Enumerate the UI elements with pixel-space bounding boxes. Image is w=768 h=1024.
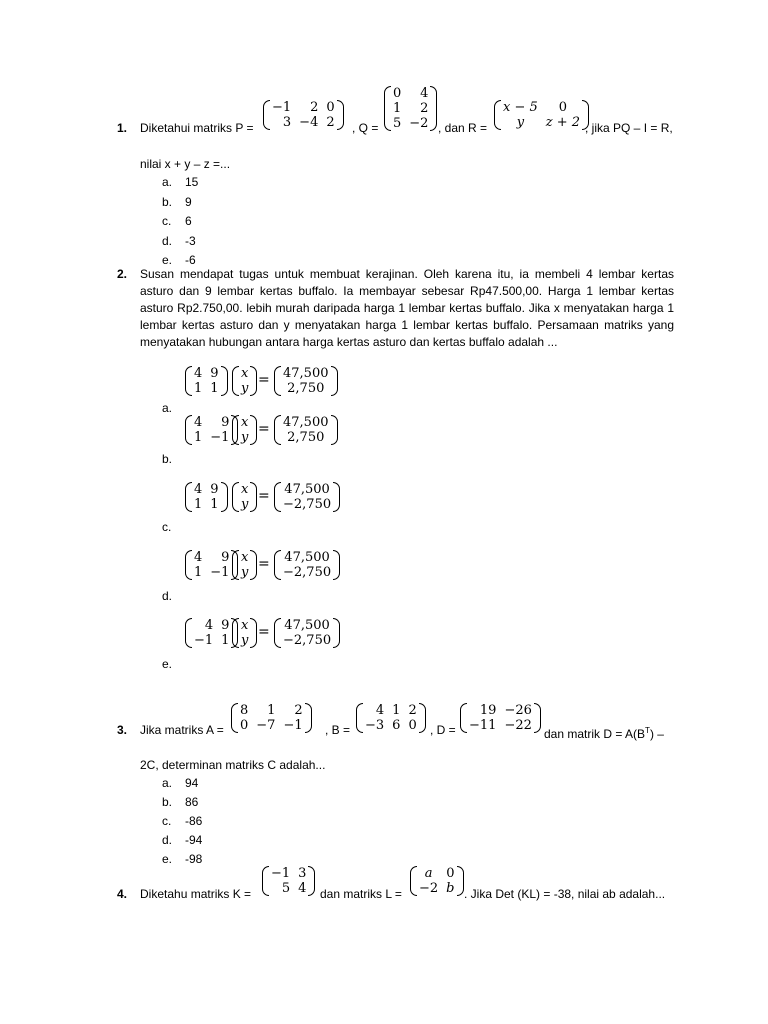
matrix-cell: x (241, 482, 249, 497)
left-parenthesis (231, 703, 238, 733)
matrix-cell: z + 2 (545, 115, 581, 130)
matrix-cell: 4 (194, 550, 203, 565)
matrix-cell: 0 (446, 866, 455, 881)
matrix-cell: 9 (210, 366, 219, 381)
question-2-number: 2. (117, 267, 128, 281)
matrix-cell: 9 (210, 482, 219, 497)
matrix-cell: y (241, 430, 249, 445)
option-letter: a. (162, 401, 173, 415)
option-matrix-b (274, 482, 340, 512)
matrix-cell: x (241, 618, 249, 633)
matrix-cell: 47,500 (283, 366, 329, 381)
option-value: -86 (185, 814, 203, 828)
transpose-superscript: T (645, 726, 650, 735)
matrix-r (494, 100, 589, 130)
matrix-cell: 1 (221, 633, 230, 648)
option-letter: a. (162, 175, 173, 189)
matrix-cell: 1 (194, 381, 203, 396)
matrix-cell: 1 (210, 381, 219, 396)
matrix-cell: −2,750 (283, 633, 332, 648)
option-letter: c. (162, 214, 172, 228)
option-letter: e. (162, 852, 173, 866)
left-parenthesis (384, 86, 391, 131)
right-parenthesis (250, 366, 257, 396)
matrix-cell: 4 (298, 881, 307, 896)
question-4-l-label: dan matriks L = (320, 887, 402, 901)
matrix-b (356, 703, 426, 733)
question-3-suffix-end: ) – (649, 727, 664, 741)
option-value: -98 (185, 852, 203, 866)
matrix-q (384, 86, 437, 131)
question-3-suffix (544, 722, 664, 743)
left-parenthesis (185, 366, 192, 396)
question-3-d-label: , D = (430, 723, 456, 737)
question-1-r-label: , dan R = (438, 121, 488, 135)
matrix-cell: 1 (194, 430, 203, 445)
matrix-cell: x (241, 366, 249, 381)
equals-sign: = (258, 624, 270, 640)
right-parenthesis (305, 703, 312, 733)
question-4-number: 4. (117, 887, 128, 901)
option-letter: b. (162, 795, 173, 809)
matrix-cell: 4 (420, 86, 429, 101)
left-parenthesis (274, 550, 281, 580)
matrix-cell: 6 (392, 718, 401, 733)
matrix-cell: 5 (281, 881, 291, 896)
question-3-line2: 2C, determinan matriks C adalah... (140, 758, 326, 772)
right-parenthesis (250, 482, 257, 512)
option-value: 6 (185, 214, 192, 228)
matrix-cell: y (241, 565, 249, 580)
matrix-cell: y (241, 381, 249, 396)
matrix-cell: 2 (326, 115, 335, 130)
matrix-cell: 4 (204, 618, 214, 633)
matrix-cell: 4 (375, 703, 385, 718)
option-value: -3 (185, 233, 196, 248)
option-value: 9 (185, 194, 192, 209)
equals-sign: = (258, 556, 270, 572)
option-letter: d. (162, 233, 173, 248)
matrix-cell: 2 (408, 703, 417, 718)
right-parenthesis (331, 366, 338, 396)
left-parenthesis (232, 366, 239, 396)
matrix-l (410, 866, 464, 896)
matrix-cell: a (424, 866, 433, 881)
matrix-cell: y (241, 633, 249, 648)
right-parenthesis (333, 550, 340, 580)
question-3-prefix: Jika matriks A = (140, 723, 224, 737)
option-matrix-a (185, 550, 238, 580)
right-parenthesis (457, 866, 464, 896)
matrix-cell: 2,750 (287, 430, 325, 445)
matrix-cell: 4 (194, 482, 203, 497)
right-parenthesis (333, 618, 340, 648)
left-parenthesis (262, 866, 269, 896)
matrix-cell: −4 (299, 115, 319, 130)
matrix-cell: 47,500 (284, 482, 330, 497)
matrix-d (460, 703, 541, 733)
right-parenthesis (250, 415, 257, 445)
left-parenthesis (232, 482, 239, 512)
matrix-cell: 1 (194, 497, 203, 512)
option-letter: c. (162, 520, 172, 534)
matrix-cell: −1 (272, 100, 292, 115)
question-1-q-label: , Q = (352, 121, 379, 135)
left-parenthesis (494, 100, 501, 130)
matrix-cell: −2 (419, 881, 439, 896)
matrix-cell: −1 (271, 866, 291, 881)
option-letter: b. (162, 452, 173, 466)
question-1-line2: nilai x + y – z =... (140, 157, 231, 171)
left-parenthesis (460, 703, 467, 733)
option-letter: c. (162, 814, 172, 828)
option-value: -6 (185, 253, 196, 267)
left-parenthesis (356, 703, 363, 733)
matrix-cell: 0 (408, 718, 417, 733)
right-parenthesis (534, 703, 541, 733)
option-value: 94 (185, 776, 199, 790)
matrix-cell: 4 (194, 366, 203, 381)
matrix-cell: 3 (282, 115, 292, 130)
option-matrix-x (232, 550, 257, 580)
matrix-cell: −1 (194, 633, 214, 648)
matrix-cell: 2 (294, 703, 303, 718)
option-letter: e. (162, 657, 173, 671)
left-parenthesis (232, 618, 239, 648)
option-letter: e. (162, 253, 173, 267)
option-letter: b. (162, 194, 173, 209)
option-matrix-x (232, 482, 257, 512)
option-letter: a. (162, 776, 173, 790)
matrix-cell: y (516, 115, 525, 130)
matrix-cell: 3 (298, 866, 307, 881)
left-parenthesis (274, 366, 281, 396)
matrix-cell: 19 (479, 703, 497, 718)
left-parenthesis (185, 482, 192, 512)
matrix-cell: x − 5 (503, 100, 538, 115)
matrix-cell: 2 (420, 101, 429, 116)
matrix-cell: −7 (256, 718, 276, 733)
question-3-number: 3. (117, 723, 128, 737)
question-4-suffix: . Jika Det (KL) = -38, nilai ab adalah... (464, 887, 666, 901)
question-1-suffix: , jika PQ – I = R, (585, 121, 673, 135)
matrix-cell: 1 (210, 497, 219, 512)
equals-sign: = (258, 488, 270, 504)
left-parenthesis (263, 100, 270, 130)
matrix-cell: y (241, 497, 249, 512)
option-matrix-a (185, 618, 238, 648)
right-parenthesis (337, 100, 344, 130)
matrix-cell: 9 (221, 618, 230, 633)
option-matrix-x (232, 366, 257, 396)
left-parenthesis (185, 550, 192, 580)
question-2-text: Susan mendapat tugas untuk membuat kerajinan. Oleh karena itu, ia membeli 4 lembar kertas asturo dan 9 lembar kertas buffalo. Ia membayar sebesar Rp47.500,00. Harga 1 lembar kertas asturo Rp2.750,00. lebih murah daripada harga 1 lembar kertas buffalo. Jika x menyatakan harga 1 lembar kertas asturo dan y menyatakan harga 1 lembar kertas buffalo. Persamaan matriks yang menyatakan hubungan antara harga kertas asturo dan kertas buffalo adalah ... (140, 267, 674, 349)
matrix-cell: −1 (283, 718, 303, 733)
left-parenthesis (232, 550, 239, 580)
matrix-cell: b (446, 881, 455, 896)
left-parenthesis (274, 482, 281, 512)
question-4-prefix: Diketahu matriks K = (140, 887, 252, 901)
matrix-cell: −22 (504, 718, 532, 733)
matrix-cell: 2 (310, 100, 319, 115)
matrix-cell: −2,750 (283, 565, 332, 580)
matrix-cell: 1 (392, 703, 401, 718)
option-matrix-a (185, 366, 228, 396)
right-parenthesis (430, 86, 437, 131)
matrix-cell: 1 (194, 565, 203, 580)
right-parenthesis (308, 866, 315, 896)
matrix-cell: 0 (326, 100, 335, 115)
option-matrix-b (274, 550, 340, 580)
option-matrix-b (274, 366, 338, 396)
matrix-cell: 47,500 (283, 415, 329, 430)
option-matrix-b (274, 415, 338, 445)
matrix-cell: 5 (393, 116, 402, 131)
left-parenthesis (274, 415, 281, 445)
right-parenthesis (250, 618, 257, 648)
matrix-a (231, 703, 312, 733)
question-3-b-label: , B = (325, 723, 351, 737)
right-parenthesis (331, 415, 338, 445)
matrix-cell: 47,500 (284, 618, 330, 633)
matrix-cell: 0 (240, 718, 249, 733)
equals-sign: = (258, 421, 270, 437)
question-1-prefix: Diketahui matriks P = (140, 121, 254, 135)
option-matrix-x (232, 618, 257, 648)
matrix-cell: 1 (393, 101, 402, 116)
matrix-cell: −3 (365, 718, 385, 733)
matrix-cell: 2,750 (287, 381, 325, 396)
option-matrix-x (232, 415, 257, 445)
right-parenthesis (221, 482, 228, 512)
matrix-cell: −11 (469, 718, 497, 733)
equals-sign: = (258, 372, 270, 388)
matrix-p (263, 100, 344, 130)
option-letter: d. (162, 589, 173, 603)
matrix-cell: −2 (409, 116, 429, 131)
matrix-cell: 0 (558, 100, 568, 115)
matrix-cell: −1 (210, 565, 230, 580)
left-parenthesis (185, 618, 192, 648)
matrix-cell: −2,750 (283, 497, 332, 512)
option-letter: d. (162, 833, 173, 847)
question-3-suffix-text: dan matrik D = A(B (544, 727, 646, 741)
right-parenthesis (419, 703, 426, 733)
option-value: 15 (185, 175, 199, 189)
option-value: 86 (185, 795, 199, 809)
option-matrix-a (185, 482, 228, 512)
left-parenthesis (185, 415, 192, 445)
matrix-cell: 1 (267, 703, 276, 718)
left-parenthesis (274, 618, 281, 648)
right-parenthesis (250, 550, 257, 580)
option-value: -94 (185, 833, 203, 847)
matrix-cell: x (241, 415, 249, 430)
matrix-cell: −26 (504, 703, 532, 718)
matrix-cell: 8 (240, 703, 249, 718)
matrix-cell: 47,500 (284, 550, 330, 565)
right-parenthesis (221, 366, 228, 396)
matrix-cell: −1 (210, 430, 230, 445)
right-parenthesis (333, 482, 340, 512)
left-parenthesis (410, 866, 417, 896)
question-1-number: 1. (117, 121, 128, 135)
option-matrix-a (185, 415, 238, 445)
matrix-cell: 9 (221, 550, 230, 565)
option-matrix-b (274, 618, 340, 648)
matrix-cell: 4 (194, 415, 203, 430)
matrix-k (262, 866, 315, 896)
matrix-cell: 0 (393, 86, 402, 101)
left-parenthesis (232, 415, 239, 445)
matrix-cell: 9 (221, 415, 230, 430)
matrix-cell: x (241, 550, 249, 565)
